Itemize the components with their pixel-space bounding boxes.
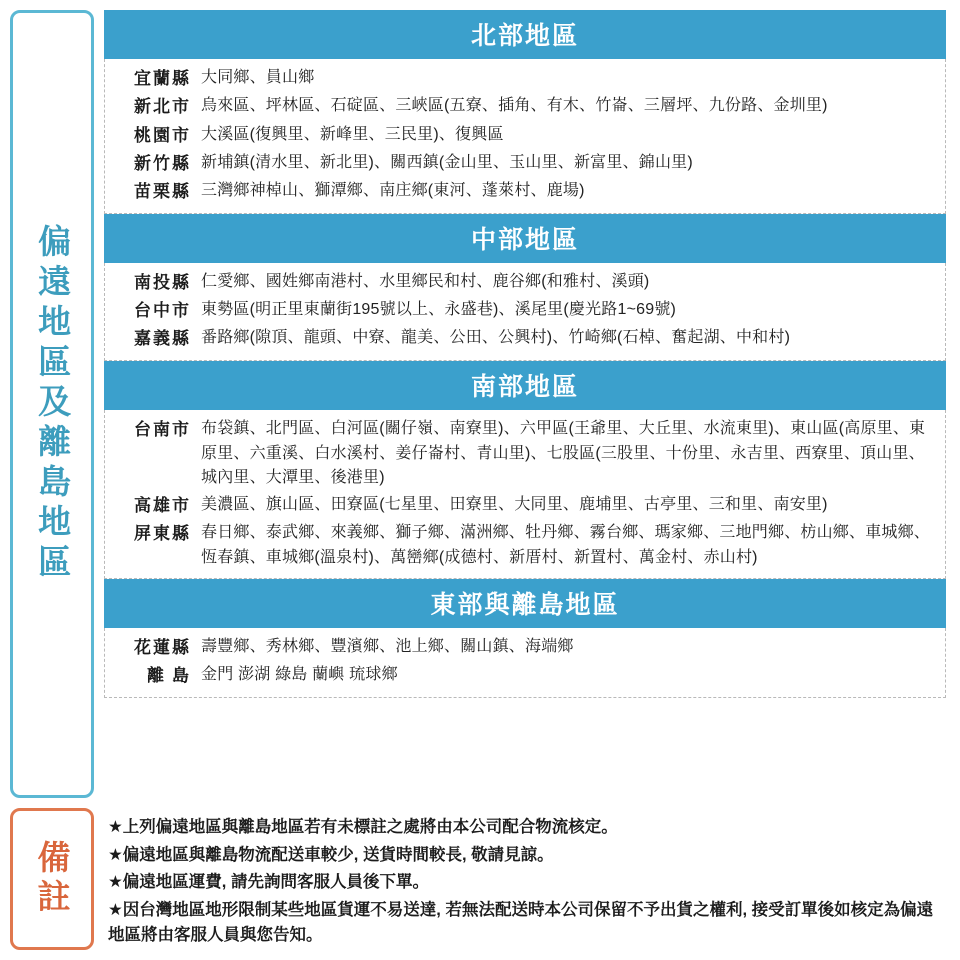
county-name: 台中市	[134, 301, 191, 321]
region-east-islands	[104, 579, 946, 698]
notes-label-text: 備註	[33, 840, 71, 919]
area-list: 仁愛鄉、國姓鄉南港村、水里鄉民和村、鹿谷鄉(和雅村、溪頭)	[201, 272, 650, 290]
county-name: 高雄市	[134, 496, 191, 516]
area-list: 烏來區、坪林區、石碇區、三峽區(五寮、插角、有木、竹崙、三層坪、九份路、金圳里)	[201, 97, 828, 115]
county-name: 苗栗縣	[134, 182, 191, 202]
remote-area-table-block	[10, 10, 946, 798]
note-item: ★偏遠地區運費, 請先詢問客服人員後下單。	[108, 873, 429, 892]
region-title: 中部地區	[104, 214, 946, 263]
table-row	[105, 93, 939, 121]
region-body	[104, 263, 946, 361]
side-label-notes	[10, 808, 94, 950]
area-list: 美濃區、旗山區、田寮區(七星里、田寮里、大同里、鹿埔里、古亭里、三和里、南安里)	[201, 496, 828, 514]
county-name: 宜蘭縣	[134, 69, 191, 88]
region-body	[104, 59, 946, 214]
county-name: 桃園市	[134, 125, 191, 145]
region-title: 北部地區	[104, 10, 946, 59]
county-name: 南投縣	[134, 272, 191, 292]
table-row	[105, 325, 939, 353]
county-name: 嘉義縣	[134, 329, 191, 349]
region-title: 南部地區	[104, 361, 946, 410]
table-row	[105, 65, 939, 93]
area-list: 布袋鎮、北門區、白河區(關仔嶺、南寮里)、六甲區(王爺里、大丘里、水流東里)、東山區(高原里、東原里、六重溪、白水溪村、姜仔崙村、青山里)、七股區(三股里、十份里、永吉里、西寮里、頂山里、城內里、大潭里、後港里)	[201, 419, 926, 487]
table-row	[105, 150, 939, 178]
area-list: 番路鄉(隙頂、龍頭、中寮、龍美、公田、公興村)、竹崎鄉(石棹、奮起湖、中和村)	[201, 329, 791, 347]
notes-block	[10, 808, 946, 950]
county-name: 新竹縣	[134, 154, 191, 174]
area-list: 春日鄉、泰武鄉、來義鄉、獅子鄉、滿洲鄉、牡丹鄉、霧台鄉、瑪家鄉、三地門鄉、枋山鄉、車城鄉、恆春鎮、車城鄉(溫泉村)、萬巒鄉(成德村、新厝村、新置村、萬金村、赤山村)	[201, 524, 931, 567]
county-name: 新北市	[134, 97, 191, 117]
region-body	[104, 628, 946, 698]
area-list: 東勢區(明正里東蘭街195號以上、永盛巷)、溪尾里(慶光路1~69號)	[201, 301, 677, 319]
county-name: 屏東縣	[134, 524, 191, 544]
county-name: 台南市	[134, 419, 191, 439]
table-row	[105, 416, 939, 492]
region-body	[104, 410, 946, 579]
notes-list	[104, 808, 946, 950]
county-name: 花蓮縣	[134, 638, 191, 658]
area-list: 壽豐鄉、秀林鄉、豐濱鄉、池上鄉、關山鎮、海端鄉	[201, 638, 574, 656]
note-item: ★因台灣地區地形限制某些地區貨運不易送達, 若無法配送時本公司保留不予出貨之權利, 接受訂單後如核定為偏遠地區將由客服人員與您告知。	[108, 900, 934, 945]
region-south	[104, 361, 946, 579]
table-row	[105, 634, 939, 662]
region-title: 東部與離島地區	[104, 579, 946, 628]
table-row	[105, 297, 939, 325]
side-label-text: 偏遠地區及離島地區	[34, 224, 72, 585]
area-list: 三灣鄉神棹山、獅潭鄉、南庄鄉(東河、蓬萊村、鹿場)	[201, 182, 585, 200]
area-list: 新埔鎮(清水里、新北里)、關西鎮(金山里、玉山里、新富里、錦山里)	[201, 154, 693, 172]
county-name: 離島	[147, 666, 197, 686]
note-item: ★偏遠地區與離島物流配送車較少, 送貨時間較長, 敬請見諒。	[108, 845, 554, 864]
table-row	[105, 520, 939, 572]
area-list: 大溪區(復興里、新峰里、三民里)、復興區	[201, 125, 504, 143]
area-list: 大同鄉、員山鄉	[201, 69, 315, 86]
table-row	[105, 122, 939, 150]
table-row	[105, 662, 939, 690]
table-row	[105, 492, 939, 520]
region-central	[104, 214, 946, 361]
table-row	[105, 178, 939, 206]
table-row	[105, 269, 939, 297]
side-label-remote-areas	[10, 10, 94, 798]
note-item: ★上列偏遠地區與離島地區若有未標註之處將由本公司配合物流核定。	[108, 818, 618, 837]
area-list: 金門 澎湖 綠島 蘭嶼 琉球鄉	[201, 666, 398, 684]
region-north	[104, 10, 946, 214]
region-table	[104, 10, 946, 798]
